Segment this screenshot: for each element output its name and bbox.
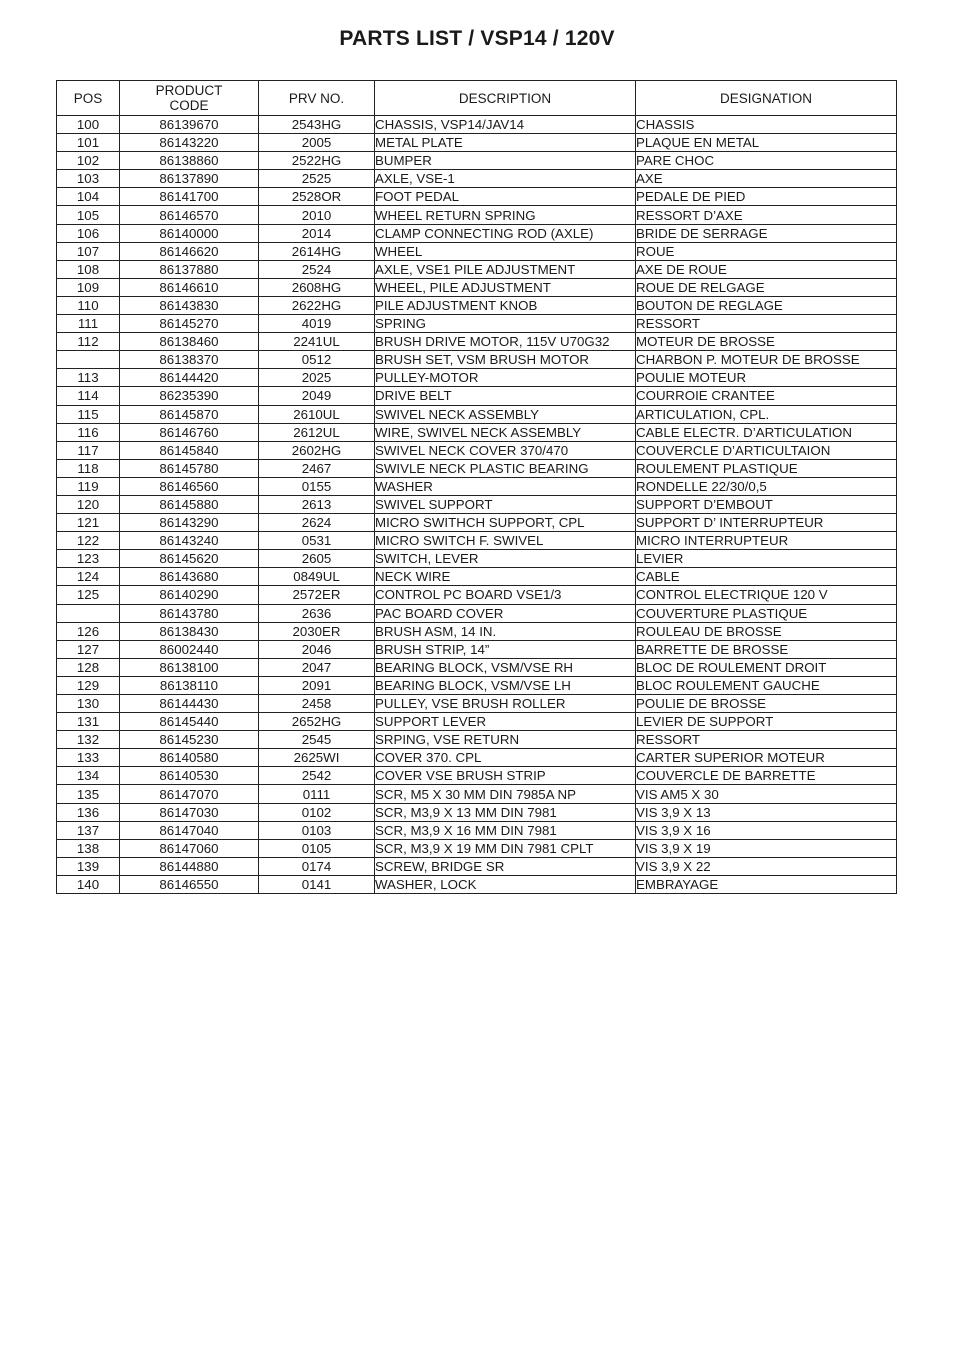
product-code-cell: 86144420: [120, 369, 259, 387]
pos-cell: 103: [57, 170, 120, 188]
prv-no-cell: 2049: [259, 387, 375, 405]
pos-cell: 120: [57, 495, 120, 513]
prv-no-cell: 2636: [259, 604, 375, 622]
designation-cell: CARTER SUPERIOR MOTEUR: [636, 749, 897, 767]
description-cell: SCREW, BRIDGE SR: [375, 857, 636, 875]
pos-cell: 102: [57, 152, 120, 170]
pos-cell: 126: [57, 622, 120, 640]
description-cell: SWIVLE NECK PLASTIC BEARING: [375, 459, 636, 477]
table-row: [57, 260, 897, 278]
table-row: [57, 803, 897, 821]
product-code-cell: 86143290: [120, 514, 259, 532]
pos-cell: 100: [57, 116, 120, 134]
pos-cell: 140: [57, 875, 120, 893]
product-code-cell: 86146620: [120, 242, 259, 260]
designation-cell: VIS AM5 X 30: [636, 785, 897, 803]
designation-cell: CABLE ELECTR. D’ARTICULATION: [636, 423, 897, 441]
designation-cell: CABLE: [636, 568, 897, 586]
prv-no-cell: 2025: [259, 369, 375, 387]
product-code-cell: 86146760: [120, 423, 259, 441]
table-row: [57, 116, 897, 134]
pos-cell: 118: [57, 459, 120, 477]
header-prv-no: PRV NO.: [259, 81, 375, 116]
parts-table: [56, 80, 897, 894]
product-code-cell: 86002440: [120, 640, 259, 658]
pos-cell: 132: [57, 731, 120, 749]
designation-cell: COUVERCLE D’ARTICULTAION: [636, 441, 897, 459]
table-row: [57, 676, 897, 694]
product-code-cell: 86143680: [120, 568, 259, 586]
product-code-cell: 86139670: [120, 116, 259, 134]
product-code-cell: 86140530: [120, 767, 259, 785]
product-code-cell: 86137880: [120, 260, 259, 278]
table-row: [57, 333, 897, 351]
prv-no-cell: 2545: [259, 731, 375, 749]
description-cell: MICRO SWITCH F. SWIVEL: [375, 532, 636, 550]
product-code-cell: 86146610: [120, 278, 259, 296]
prv-no-cell: 4019: [259, 315, 375, 333]
prv-no-cell: 2572ER: [259, 586, 375, 604]
pos-cell: 134: [57, 767, 120, 785]
table-header-row: [57, 81, 897, 116]
table-row: [57, 695, 897, 713]
pos-cell: 136: [57, 803, 120, 821]
table-row: [57, 857, 897, 875]
designation-cell: BARRETTE DE BROSSE: [636, 640, 897, 658]
product-code-cell: 86235390: [120, 387, 259, 405]
product-code-cell: 86138370: [120, 351, 259, 369]
designation-cell: MICRO INTERRUPTEUR: [636, 532, 897, 550]
prv-no-cell: 0512: [259, 351, 375, 369]
table-row: [57, 387, 897, 405]
prv-no-cell: 2047: [259, 658, 375, 676]
table-row: [57, 296, 897, 314]
prv-no-cell: 0103: [259, 821, 375, 839]
description-cell: SWIVEL NECK COVER 370/470: [375, 441, 636, 459]
prv-no-cell: 0102: [259, 803, 375, 821]
prv-no-cell: 2010: [259, 206, 375, 224]
prv-no-cell: 2613: [259, 495, 375, 513]
description-cell: WASHER, LOCK: [375, 875, 636, 893]
description-cell: CLAMP CONNECTING ROD (AXLE): [375, 224, 636, 242]
pos-cell: 121: [57, 514, 120, 532]
designation-cell: ROULEMENT PLASTIQUE: [636, 459, 897, 477]
designation-cell: SUPPORT D’ INTERRUPTEUR: [636, 514, 897, 532]
pos-cell: 133: [57, 749, 120, 767]
table-row: [57, 459, 897, 477]
designation-cell: RESSORT: [636, 315, 897, 333]
description-cell: SRPING, VSE RETURN: [375, 731, 636, 749]
description-cell: SWITCH, LEVER: [375, 550, 636, 568]
designation-cell: CHARBON P. MOTEUR DE BROSSE: [636, 351, 897, 369]
product-code-cell: 86140290: [120, 586, 259, 604]
designation-cell: LEVIER DE SUPPORT: [636, 713, 897, 731]
designation-cell: EMBRAYAGE: [636, 875, 897, 893]
pos-cell: 101: [57, 134, 120, 152]
prv-no-cell: 2241UL: [259, 333, 375, 351]
designation-cell: POULIE MOTEUR: [636, 369, 897, 387]
product-code-cell: 86140000: [120, 224, 259, 242]
table-row: [57, 315, 897, 333]
product-code-cell: 86146560: [120, 477, 259, 495]
prv-no-cell: 2625WI: [259, 749, 375, 767]
pos-cell: 124: [57, 568, 120, 586]
product-code-cell: 86146570: [120, 206, 259, 224]
description-cell: PULLEY, VSE BRUSH ROLLER: [375, 695, 636, 713]
product-code-cell: 86145270: [120, 315, 259, 333]
description-cell: BUMPER: [375, 152, 636, 170]
product-code-cell: 86138110: [120, 676, 259, 694]
table-row: [57, 134, 897, 152]
designation-cell: POULIE DE BROSSE: [636, 695, 897, 713]
pos-cell: 105: [57, 206, 120, 224]
pos-cell: 125: [57, 586, 120, 604]
pos-cell: 111: [57, 315, 120, 333]
description-cell: SWIVEL NECK ASSEMBLY: [375, 405, 636, 423]
prv-no-cell: 0141: [259, 875, 375, 893]
prv-no-cell: 2467: [259, 459, 375, 477]
pos-cell: 116: [57, 423, 120, 441]
prv-no-cell: 2522HG: [259, 152, 375, 170]
designation-cell: VIS 3,9 X 22: [636, 857, 897, 875]
table-row: [57, 622, 897, 640]
table-row: [57, 875, 897, 893]
description-cell: BEARING BLOCK, VSM/VSE LH: [375, 676, 636, 694]
prv-no-cell: 2542: [259, 767, 375, 785]
description-cell: WASHER: [375, 477, 636, 495]
pos-cell: 109: [57, 278, 120, 296]
pos-cell: 123: [57, 550, 120, 568]
prv-no-cell: 2014: [259, 224, 375, 242]
table-row: [57, 514, 897, 532]
designation-cell: RESSORT D’AXE: [636, 206, 897, 224]
designation-cell: PARE CHOC: [636, 152, 897, 170]
header-product-code: [120, 81, 259, 116]
table-row: [57, 423, 897, 441]
product-code-cell: 86138860: [120, 152, 259, 170]
prv-no-cell: 2030ER: [259, 622, 375, 640]
description-cell: BRUSH ASM, 14 IN.: [375, 622, 636, 640]
prv-no-cell: 2610UL: [259, 405, 375, 423]
product-code-cell: 86145780: [120, 459, 259, 477]
pos-cell: 138: [57, 839, 120, 857]
description-cell: DRIVE BELT: [375, 387, 636, 405]
product-code-cell: 86145840: [120, 441, 259, 459]
prv-no-cell: 2652HG: [259, 713, 375, 731]
pos-cell: [57, 351, 120, 369]
table-row: [57, 767, 897, 785]
header-designation: DESIGNATION: [636, 81, 897, 116]
table-row: [57, 785, 897, 803]
header-product-code-line2: CODE: [169, 98, 209, 113]
pos-cell: 135: [57, 785, 120, 803]
prv-no-cell: 2602HG: [259, 441, 375, 459]
product-code-cell: 86138430: [120, 622, 259, 640]
pos-cell: 113: [57, 369, 120, 387]
table-row: [57, 170, 897, 188]
product-code-cell: 86143830: [120, 296, 259, 314]
description-cell: PAC BOARD COVER: [375, 604, 636, 622]
description-cell: CONTROL PC BOARD VSE1/3: [375, 586, 636, 604]
prv-no-cell: 0111: [259, 785, 375, 803]
table-row: [57, 821, 897, 839]
description-cell: SUPPORT LEVER: [375, 713, 636, 731]
designation-cell: CONTROL ELECTRIQUE 120 V: [636, 586, 897, 604]
description-cell: WHEEL, PILE ADJUSTMENT: [375, 278, 636, 296]
prv-no-cell: 2624: [259, 514, 375, 532]
product-code-cell: 86137890: [120, 170, 259, 188]
table-row: [57, 405, 897, 423]
prv-no-cell: 0531: [259, 532, 375, 550]
designation-cell: AXE: [636, 170, 897, 188]
product-code-cell: 86147030: [120, 803, 259, 821]
product-code-cell: 86138460: [120, 333, 259, 351]
product-code-cell: 86143220: [120, 134, 259, 152]
description-cell: SCR, M3,9 X 13 MM DIN 7981: [375, 803, 636, 821]
table-row: [57, 640, 897, 658]
product-code-cell: 86146550: [120, 875, 259, 893]
designation-cell: AXE DE ROUE: [636, 260, 897, 278]
table-row: [57, 278, 897, 296]
pos-cell: 129: [57, 676, 120, 694]
pos-cell: 122: [57, 532, 120, 550]
prv-no-cell: 2543HG: [259, 116, 375, 134]
product-code-cell: 86145230: [120, 731, 259, 749]
description-cell: WHEEL: [375, 242, 636, 260]
table-row: [57, 550, 897, 568]
description-cell: SCR, M5 X 30 MM DIN 7985A NP: [375, 785, 636, 803]
description-cell: BRUSH SET, VSM BRUSH MOTOR: [375, 351, 636, 369]
designation-cell: COUVERTURE PLASTIQUE: [636, 604, 897, 622]
table-row: [57, 351, 897, 369]
product-code-cell: 86147070: [120, 785, 259, 803]
designation-cell: VIS 3,9 X 19: [636, 839, 897, 857]
prv-no-cell: 0849UL: [259, 568, 375, 586]
header-pos: POS: [57, 81, 120, 116]
pos-cell: 127: [57, 640, 120, 658]
pos-cell: 131: [57, 713, 120, 731]
product-code-cell: 86144880: [120, 857, 259, 875]
description-cell: PULLEY-MOTOR: [375, 369, 636, 387]
description-cell: CHASSIS, VSP14/JAV14: [375, 116, 636, 134]
description-cell: BRUSH DRIVE MOTOR, 115V U70G32: [375, 333, 636, 351]
table-row: [57, 495, 897, 513]
table-row: [57, 242, 897, 260]
table-row: [57, 477, 897, 495]
page-title: PARTS LIST / VSP14 / 120V: [339, 27, 615, 50]
prv-no-cell: 2612UL: [259, 423, 375, 441]
description-cell: SCR, M3,9 X 19 MM DIN 7981 CPLT: [375, 839, 636, 857]
table-row: [57, 188, 897, 206]
prv-no-cell: 2091: [259, 676, 375, 694]
pos-cell: 104: [57, 188, 120, 206]
designation-cell: BOUTON DE REGLAGE: [636, 296, 897, 314]
description-cell: SCR, M3,9 X 16 MM DIN 7981: [375, 821, 636, 839]
product-code-cell: 86143780: [120, 604, 259, 622]
description-cell: FOOT PEDAL: [375, 188, 636, 206]
table-row: [57, 369, 897, 387]
pos-cell: 130: [57, 695, 120, 713]
description-cell: COVER VSE BRUSH STRIP: [375, 767, 636, 785]
table-row: [57, 532, 897, 550]
designation-cell: COUVERCLE DE BARRETTE: [636, 767, 897, 785]
designation-cell: RESSORT: [636, 731, 897, 749]
designation-cell: ROUE DE RELGAGE: [636, 278, 897, 296]
prv-no-cell: 2528OR: [259, 188, 375, 206]
pos-cell: 117: [57, 441, 120, 459]
table-row: [57, 658, 897, 676]
prv-no-cell: 2608HG: [259, 278, 375, 296]
designation-cell: BLOC ROULEMENT GAUCHE: [636, 676, 897, 694]
description-cell: AXLE, VSE1 PILE ADJUSTMENT: [375, 260, 636, 278]
prv-no-cell: 0174: [259, 857, 375, 875]
designation-cell: COURROIE CRANTEE: [636, 387, 897, 405]
prv-no-cell: 0155: [259, 477, 375, 495]
product-code-cell: 86143240: [120, 532, 259, 550]
prv-no-cell: 2005: [259, 134, 375, 152]
table-row: [57, 224, 897, 242]
table-row: [57, 749, 897, 767]
prv-no-cell: 0105: [259, 839, 375, 857]
table-row: [57, 839, 897, 857]
description-cell: COVER 370. CPL: [375, 749, 636, 767]
designation-cell: ARTICULATION, CPL.: [636, 405, 897, 423]
designation-cell: MOTEUR DE BROSSE: [636, 333, 897, 351]
prv-no-cell: 2622HG: [259, 296, 375, 314]
product-code-cell: 86145620: [120, 550, 259, 568]
prv-no-cell: 2046: [259, 640, 375, 658]
prv-no-cell: 2525: [259, 170, 375, 188]
pos-cell: 115: [57, 405, 120, 423]
description-cell: SWIVEL SUPPORT: [375, 495, 636, 513]
description-cell: MICRO SWITHCH SUPPORT, CPL: [375, 514, 636, 532]
description-cell: PILE ADJUSTMENT KNOB: [375, 296, 636, 314]
header-product-code-line1: PRODUCT: [155, 83, 223, 98]
description-cell: WIRE, SWIVEL NECK ASSEMBLY: [375, 423, 636, 441]
description-cell: BRUSH STRIP, 14”: [375, 640, 636, 658]
pos-cell: 139: [57, 857, 120, 875]
pos-cell: 119: [57, 477, 120, 495]
designation-cell: BRIDE DE SERRAGE: [636, 224, 897, 242]
description-cell: NECK WIRE: [375, 568, 636, 586]
table-row: [57, 604, 897, 622]
product-code-cell: 86141700: [120, 188, 259, 206]
product-code-cell: 86145440: [120, 713, 259, 731]
pos-cell: 114: [57, 387, 120, 405]
prv-no-cell: 2524: [259, 260, 375, 278]
table-row: [57, 152, 897, 170]
product-code-cell: 86145870: [120, 405, 259, 423]
description-cell: AXLE, VSE-1: [375, 170, 636, 188]
table-row: [57, 568, 897, 586]
description-cell: METAL PLATE: [375, 134, 636, 152]
designation-cell: PEDALE DE PIED: [636, 188, 897, 206]
designation-cell: ROULEAU DE BROSSE: [636, 622, 897, 640]
prv-no-cell: 2605: [259, 550, 375, 568]
product-code-cell: 86140580: [120, 749, 259, 767]
prv-no-cell: 2458: [259, 695, 375, 713]
parts-table-body: [57, 116, 897, 894]
designation-cell: ROUE: [636, 242, 897, 260]
designation-cell: VIS 3,9 X 13: [636, 803, 897, 821]
pos-cell: 108: [57, 260, 120, 278]
product-code-cell: 86145880: [120, 495, 259, 513]
product-code-cell: 86144430: [120, 695, 259, 713]
designation-cell: VIS 3,9 X 16: [636, 821, 897, 839]
table-row: [57, 206, 897, 224]
pos-cell: 106: [57, 224, 120, 242]
pos-cell: 137: [57, 821, 120, 839]
pos-cell: 112: [57, 333, 120, 351]
pos-cell: 107: [57, 242, 120, 260]
description-cell: WHEEL RETURN SPRING: [375, 206, 636, 224]
designation-cell: SUPPORT D’EMBOUT: [636, 495, 897, 513]
description-cell: SPRING: [375, 315, 636, 333]
pos-cell: [57, 604, 120, 622]
pos-cell: 110: [57, 296, 120, 314]
product-code-cell: 86147060: [120, 839, 259, 857]
designation-cell: PLAQUE EN METAL: [636, 134, 897, 152]
pos-cell: 128: [57, 658, 120, 676]
table-row: [57, 441, 897, 459]
prv-no-cell: 2614HG: [259, 242, 375, 260]
designation-cell: RONDELLE 22/30/0,5: [636, 477, 897, 495]
product-code-cell: 86147040: [120, 821, 259, 839]
product-code-cell: 86138100: [120, 658, 259, 676]
designation-cell: BLOC DE ROULEMENT DROIT: [636, 658, 897, 676]
description-cell: BEARING BLOCK, VSM/VSE RH: [375, 658, 636, 676]
table-row: [57, 586, 897, 604]
header-description: DESCRIPTION: [375, 81, 636, 116]
designation-cell: CHASSIS: [636, 116, 897, 134]
designation-cell: LEVIER: [636, 550, 897, 568]
table-row: [57, 731, 897, 749]
table-row: [57, 713, 897, 731]
